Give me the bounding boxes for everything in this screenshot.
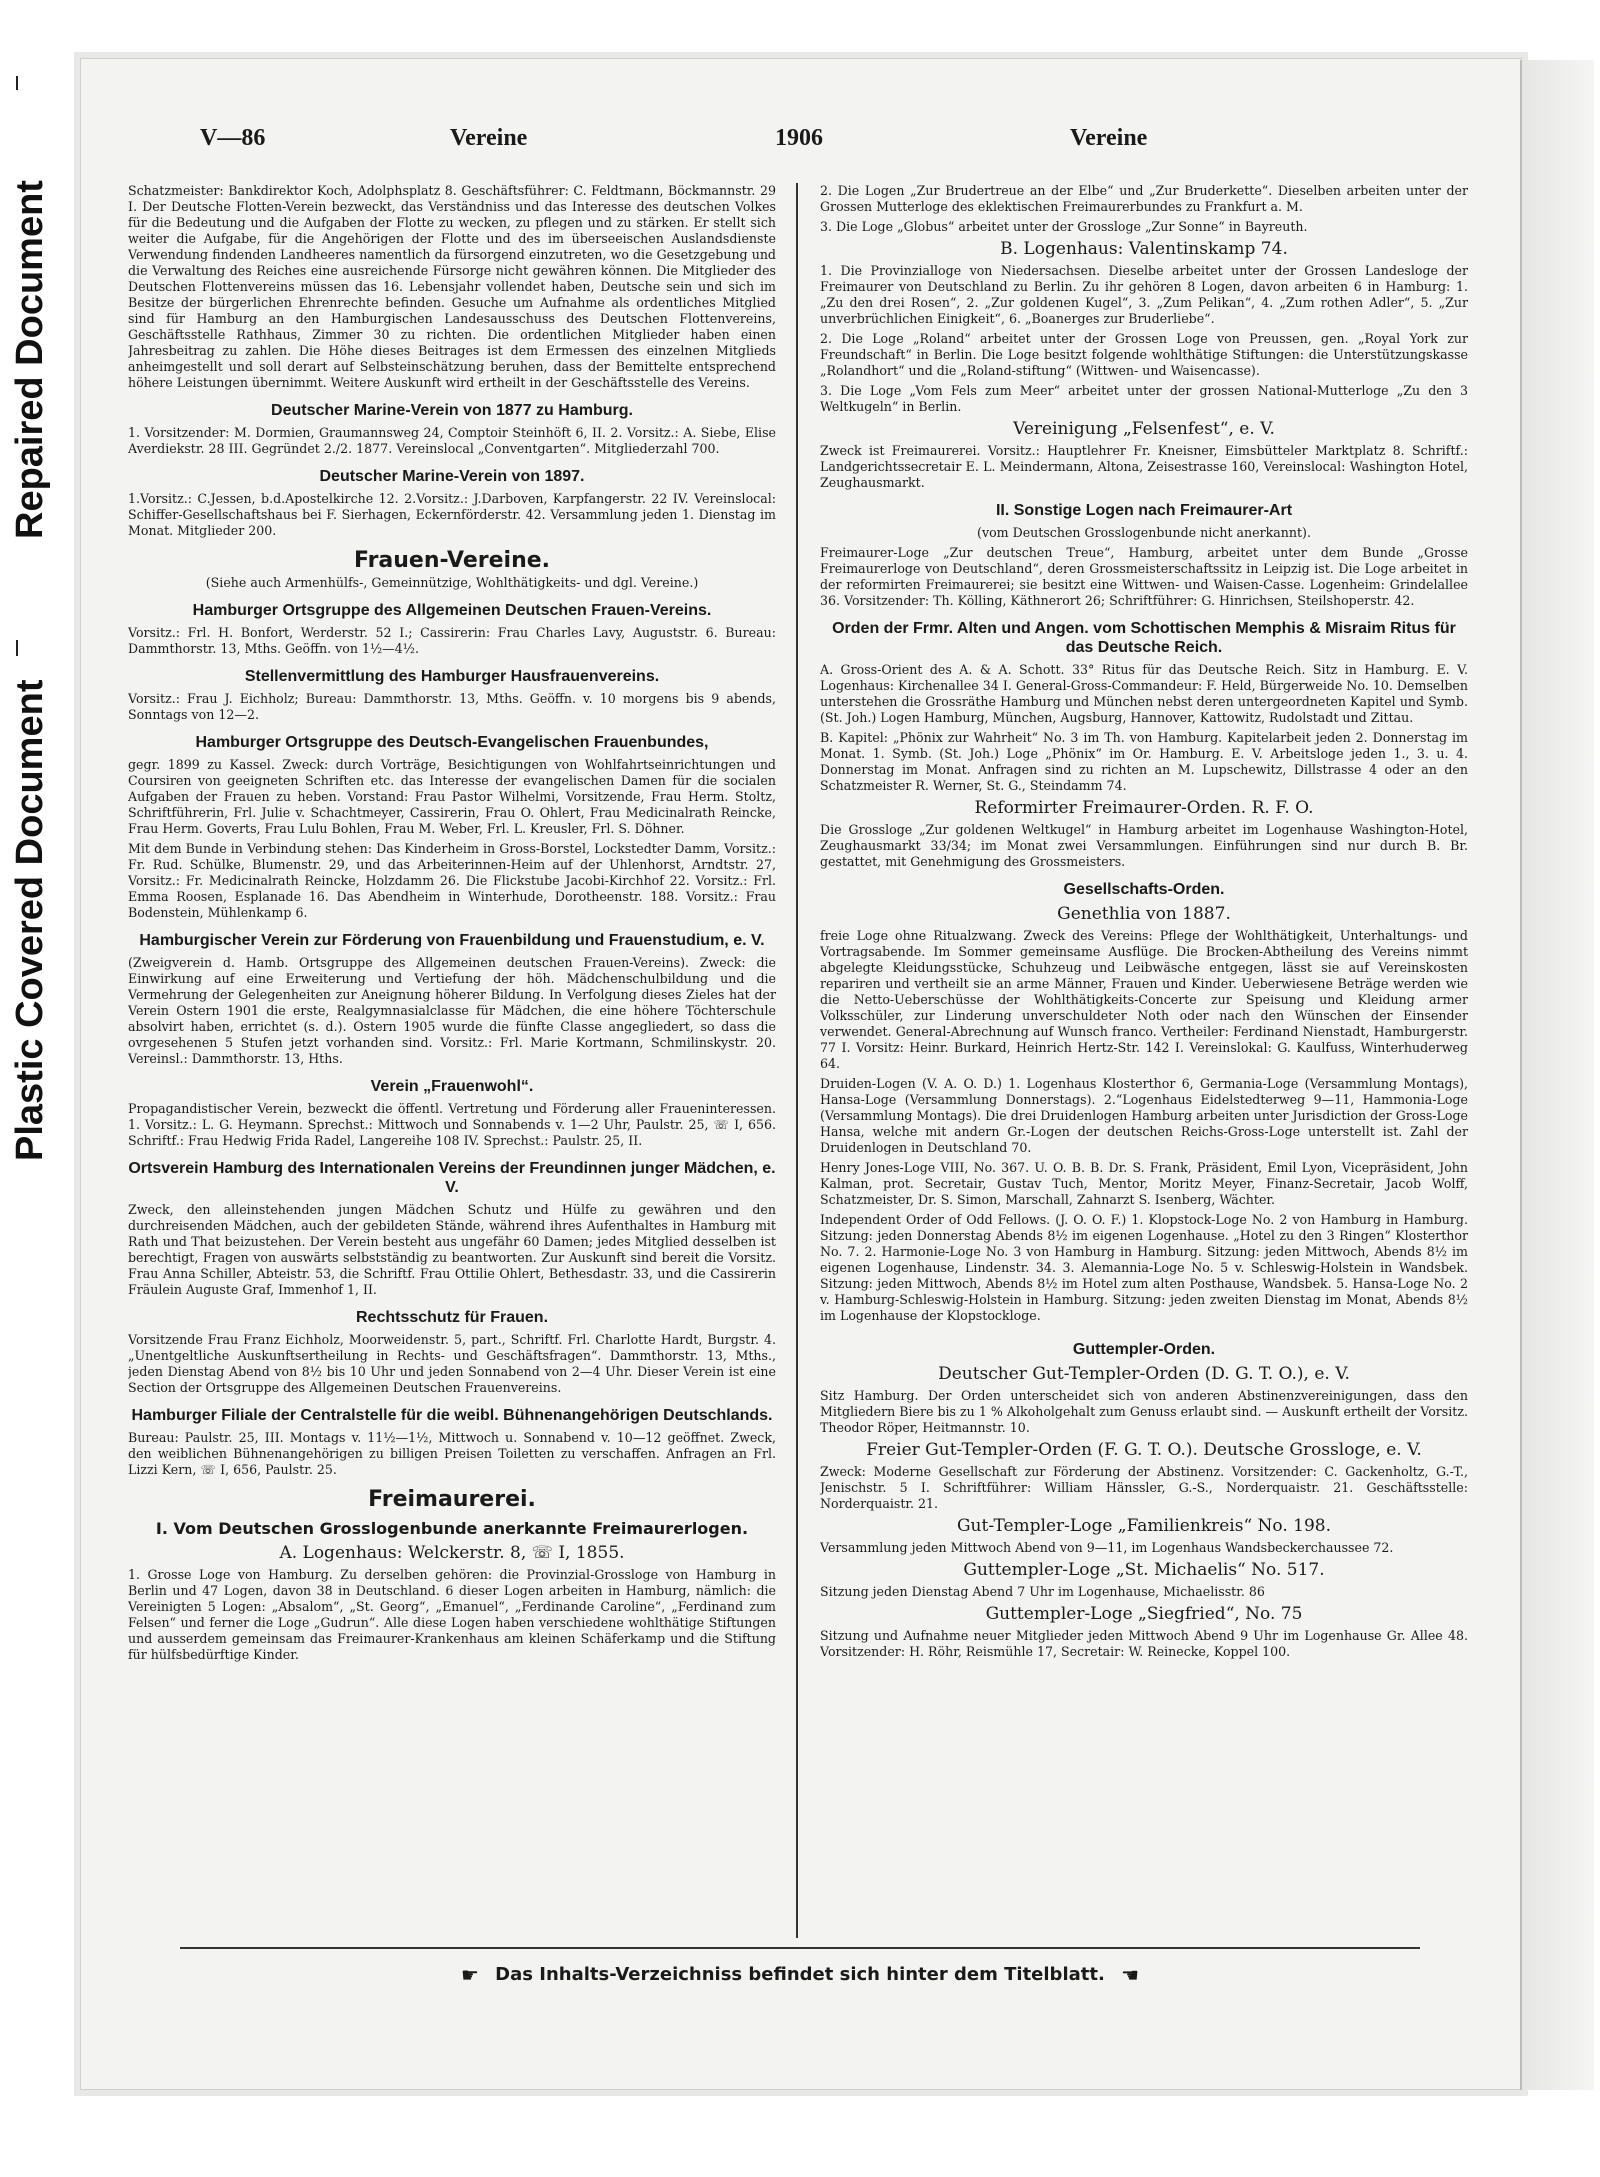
felsenfest-text: Zweck ist Freimaurerei. Vorsitz.: Hauptlehrer Fr. Kneisner, Eimsbütteler Marktplatz 8. Schriftf.: Landgerichtssecretair E. L. Meindermann, Altona, Zeisestrasse 160, Vereinslocal: Washington Hotel, Zeughausmarkt. bbox=[820, 443, 1468, 490]
right-column bbox=[820, 183, 1468, 1938]
buehne-heading: Hamburger Filiale der Centralstelle für die weibl. Bühnenangehörigen Deutschlands. bbox=[131, 1407, 773, 1424]
roland-text: 2. Die Loge „Roland“ arbeitet unter der Grossen Loge von Preussen, gen. „Royal York zur Freundschaft“ in Berlin. Die Loge besitzt folgende wohlthätige Stiftungen: die Unterstützungskasse „Rolandhort“ und die „Roland-stiftung“ (Wittwen- und Waisencasse). bbox=[820, 331, 1468, 378]
felsenfest-heading: Vereinigung „Felsenfest“, e. V. bbox=[1013, 419, 1275, 439]
label-divider bbox=[16, 640, 18, 656]
memphis-b-text: B. Kapitel: „Phönix zur Wahrheit“ No. 3 im Th. von Hamburg. Kapitelarbeit jeden 2. Donnerstag im Monat. 1. Symb. (St. Joh.) Loge „Phönix“ im Or. Hamburg. E. V. Arbeitsloge jeden 1., 3. u. 4. Donnerstag im Monat. Anfragen sind zu richten an M. Lupschewitz, Dillstrasse 4 oder an den Schatzmeister R. Werner, St. G., Steindamm 74. bbox=[820, 730, 1468, 793]
marine1897-heading: Deutscher Marine-Verein von 1897. bbox=[319, 468, 585, 485]
fgto-heading: Freier Gut-Templer-Orden (F. G. T. O.). Deutsche Grossloge, e. V. bbox=[866, 1440, 1422, 1460]
grosslogenbund-heading: I. Vom Deutschen Grosslogenbunde anerkannte Freimaurerlogen. bbox=[155, 1519, 749, 1538]
marine1897-text: 1.Vorsitz.: C.Jessen, b.d.Apostelkirche 12. 2.Vorsitz.: J.Darboven, Karpfangerstr. 22 IV. Vereinslocal: Schiffer-Gesellschaftshaus bei F. Sierhagen, Eckernförderstr. 42. Versammlung jeden 1. Dienstag im Monat. Mitglieder 200. bbox=[128, 491, 776, 538]
header-left-title: Vereine bbox=[450, 125, 528, 151]
rfo-heading: Reformirter Freimaurer-Orden. R. F. O. bbox=[974, 798, 1314, 818]
label-divider bbox=[16, 76, 18, 90]
frauenbildung-heading: Hamburgischer Verein zur Förderung von Frauenbildung und Frauenstudium, e. V. bbox=[139, 932, 765, 949]
evang-frauenbund-heading: Hamburger Ortsgruppe des Deutsch-Evangelischen Frauenbundes, bbox=[195, 734, 709, 751]
familienkreis-heading: Gut-Templer-Loge „Familienkreis“ No. 198. bbox=[956, 1516, 1332, 1536]
buehne-text: Bureau: Paulstr. 25, III. Montags v. 11½—1½, Mittwoch u. Sonnabend v. 10—12 geöffnet. Zweck, den weiblichen Bühnenangehörigen zu billigen Preisen Toiletten zu verschaffen. Anfragen an Frl. Lizzi Kern, ☏ I, 656, Paulstr. 25. bbox=[128, 1430, 776, 1477]
michaelis-heading: Guttempler-Loge „St. Michaelis“ No. 517. bbox=[963, 1560, 1325, 1580]
sonstige-logen-note: (vom Deutschen Grosslogenbunde nicht anerkannt). bbox=[977, 525, 1311, 540]
brudertreue-text: 2. Die Logen „Zur Brudertreue an der Elbe“ und „Zur Bruderkette“. Dieselben arbeiten unter der Grossen Mutterloge des eklektischen Freimaurerbundes zu Frankfurt a. M. bbox=[820, 183, 1468, 214]
dgto-text: Sitz Hamburg. Der Orden unterscheidet sich von anderen Abstinenzvereinigungen, dass den Mitgliedern Biere bis zu 1 % Alkoholgehalt zum Genuss erlaubt sind. — Auskunft ertheilt der Vorsitz. Theodor Röper, Heitmannstr. 10. bbox=[820, 1388, 1468, 1435]
genethlia-heading: Genethlia von 1887. bbox=[1057, 904, 1231, 924]
flottenverein-text: Schatzmeister: Bankdirektor Koch, Adolphsplatz 8. Geschäftsführer: C. Feldtmann, Böckmannstr. 29 I. Der Deutsche Flotten-Verein bezweckt, das Verständniss und das Interesse des deutschen Volkes für die Bedeutung und die Aufgaben der Flotte zu wecken, zu pflegen und zu stärken. Er stellt sich weiter die Aufgabe, für die Angehörigen der Flotte und des im überseeischen Auslandsdienste Verwendung findenden Landheeres namentlich da fürsorgend einzutreten, wo die Gesetzgebung und die Verwaltung des Reiches eine ausreichende Fürsorge nicht gewähren können. Die Mitglieder des Deutschen Flottenvereins müssen das 16. Lebensjahr vollendet haben, Deutsche sein und sich im Besitze der bürgerlichen Ehrenrechte befinden. Gesuche um Aufnahme als ordentliches Mitglied sind für Hamburg an den Hamburgischen Landesausschuss des Deutschen Flottenvereins, Geschäftsstelle Rathhaus, Zimmer 30 zu richten. Die ordentlichen Mitglieder haben einen Jahresbeitrag zu zahlen. Die Höhe dieses Beitrages ist dem Ermessen des einzelnen Mitglieds anheimgestellt und soll derart auf Selbsteinschätzung beruhen, dass der Bemittelte entsprechend höhere Leistungen übernimmt. Weitere Auskunft wird ertheilt in der Geschäftsstelle des Vereins. bbox=[128, 183, 776, 390]
deutsche-treue-text: Freimaurer-Loge „Zur deutschen Treue“, Hamburg, arbeitet unter dem Bunde „Grosse Freimaurerloge von Deutschland“, deren Grossmeisterschaftssitz in Leipzig ist. Die Loge arbeitet in der reformirten Freimaurerei; sie besitzt eine Wittwen- und Waisen-Casse. Logenheim: Grindelallee 36. Vorsitzender: Th. Kölling, Käthnerort 26; Schriftführer: G. Hinrichsen, Steilshoperstr. 42. bbox=[820, 545, 1468, 608]
sonstige-logen-heading: II. Sonstige Logen nach Freimaurer-Art bbox=[995, 502, 1293, 519]
grosse-loge-text: 1. Grosse Loge von Hamburg. Zu derselben gehören: die Provinzial-Grossloge von Hamburg in Berlin und 47 Logen, davon 38 in Deutschland. 6 dieser Logen arbeiten in Hamburg, nämlich: die Vereinigten 5 Logen: „Absalom“, „St. Georg“, „Emanuel“, „Ferdinande Caroline“, „Ferdinand zum Felsen“ und ferner die Loge „Gudrun“. Alle diese Logen haben verschiedene wohlthätige Stiftungen und ausserdem gemeinsam das Freimaurer-Krankenhaus am kleinen Schäferkamp und die Stiftung für hülfsbedürftige Kinder. bbox=[128, 1567, 776, 1662]
dgto-heading: Deutscher Gut-Templer-Orden (D. G. T. O.), e. V. bbox=[938, 1364, 1350, 1384]
side-label-strip bbox=[0, 0, 62, 2177]
footer-text: Das Inhalts-Verzeichniss befindet sich hinter dem Titelblatt. bbox=[495, 1964, 1105, 1985]
frauen-vereine-heading: Frauen-Vereine. bbox=[353, 548, 551, 573]
page-edge bbox=[1520, 60, 1594, 2090]
logenhaus-b-heading: B. Logenhaus: Valentinskamp 74. bbox=[1000, 239, 1288, 259]
frauen-note: (Siehe auch Armenhülfs-, Gemeinnützige, Wohlthätigkeits- und dgl. Vereine.) bbox=[205, 575, 699, 590]
fgto-text: Zweck: Moderne Gesellschaft zur Förderung der Abstinenz. Vorsitzender: C. Gackenholtz, G.-T., Jenischstr. 5 I. Schriftführer: William Hänssler, G.-S., Norderquaistr. 21. Geschäftsstelle: Norderquaistr. 21. bbox=[820, 1464, 1468, 1511]
frauenbildung-text: (Zweigverein d. Hamb. Ortsgruppe des Allgemeinen deutschen Frauen-Vereins). Zweck: die Einwirkung auf eine Erweiterung und Vertiefung der höh. Mädchenschulbildung und die Vermehrung der Gelegenheiten zur Aneignung höherer Bildung. In Verfolgung dieses Zieles hat der Verein Ostern 1901 die erste, Realgymnasialclasse für Mädchen, die eine höhere Töchterschule absolvirt haben, errichtet (s. d.). Ostern 1905 wurde die fünfte Classe angegliedert, so dass die ovrgesehenen 5 Stufen jetzt vorhanden sind. Vorsitz.: Frl. Marie Kortmann, Schmilinskystr. 20. Vereinsl.: Dammthorstr. 13, Hths. bbox=[128, 955, 776, 1066]
column-divider bbox=[796, 183, 798, 1938]
siegfried-text: Sitzung und Aufnahme neuer Mitglieder jeden Mittwoch Abend 9 Uhr im Logenhause Gr. Allee 48. Vorsitzender: H. Röhr, Reismühle 17, Secretair: W. Reinecke, Koppel 100. bbox=[820, 1628, 1468, 1659]
freimaurerei-heading: Freimaurerei. bbox=[368, 1487, 536, 1512]
logenhaus-a-heading: A. Logenhaus: Welckerstr. 8, ☏ I, 1855. bbox=[279, 1543, 625, 1563]
fels-meer-text: 3. Die Loge „Vom Fels zum Meer“ arbeitet unter der grossen National-Mutterloge „Zu den 3 Weltkugeln“ in Berlin. bbox=[820, 383, 1468, 414]
rechtsschutz-heading: Rechtsschutz für Frauen. bbox=[355, 1309, 549, 1326]
provinzialloge-text: 1. Die Provinzialloge von Niedersachsen. Dieselbe arbeitet unter der Grossen Landesloge der Freimaurer von Deutschland zu Berlin. Zu ihr gehören 8 Logen, davon arbeiten 6 in Hamburg: 1. „Zu den drei Rosen“, 2. „Zur goldenen Kugel“, 3. „Zum Pelikan“, 4. „Zum rothen Adler“, 5. „Zur unverbrüchlichen Einigkeit“, 6. „Boanerges zur Bruderliebe“. bbox=[820, 263, 1468, 326]
rfo-text: Die Grossloge „Zur goldenen Weltkugel“ in Hamburg arbeitet im Logenhause Washington-Hotel, Zeughausmarkt 33/34; im Monat zwei Versammlungen. Einführungen sind nur durch B. Br. gestattet, mit Genehmigung des Grossmeisters. bbox=[820, 822, 1468, 869]
genethlia-text: freie Loge ohne Ritualzwang. Zweck des Vereins: Pflege der Wohlthätigkeit, Unterhaltungs- und Vortragsabende. Im Sommer gemeinsame Ausflüge. Die Brocken-Abtheilung des Vereins nimmt abgelegte Kleidungsstücke, Schuhzeug und Leibwäsche entgegen, lässt sie auf Vereinskosten repariren und vertheilt sie an arme Männer, Frauen und Kinder. Ueberwiesene Beträge werden wie die Netto-Ueberschüsse der Wohlthätigkeits-Concerte zur Speisung und Kleidung armer Volksschüler, zur Linderung unverschuldeter Noth oder nach den Wünschen der Einsender verwendet. General-Abrechnung auf Wunsch franco. Vertheiler: Ferdinand Nienstadt, Hamburgerstr. 77 I. Vorsitz: Heinr. Burkard, Heinrich Hertz-Str. 142 I. Vereinslokal: G. Kaulfuss, Winterhuderweg 64. bbox=[820, 928, 1468, 1071]
evang-frauenbund-text: gegr. 1899 zu Kassel. Zweck: durch Vorträge, Besichtigungen von Wohlfahrtseinrichtungen und Coursiren von geeigneten Schriften etc. das Interesse der evangelischen Damen für die socialen Aufgaben der Frauen zu heben. Vorstand: Frau Pastor Wilhelmi, Vorsitzende, Frau Herm. Stoltz, Schriftführerin, Frl. Julie v. Schachtmeyer, Cassirerin, Frau O. Ohlert, Frau Medicinalrath Reincke, Frau Herm. Goverts, Frau Lulu Bohlen, Frau M. Weber, Frl. L. Kreusler, Frl. S. Döhner. bbox=[128, 757, 776, 836]
freundinnen-heading: Ortsverein Hamburg des Internationalen Vereins der Freundinnen junger Mädchen, e. V. bbox=[128, 1160, 776, 1196]
frauenwohl-heading: Verein „Frauenwohl“. bbox=[370, 1078, 534, 1095]
page-header bbox=[120, 125, 1480, 165]
frauenwohl-text: Propagandistischer Verein, bezweckt die öffentl. Vertretung und Förderung aller Fraueninteressen. 1. Vorsitz.: L. G. Heymann. Sprechst.: Mittwoch und Sonnabends v. 1—2 Uhr, Paulstr. 25, ☏ I, 656. Schriftf.: Frau Hedwig Frida Radel, Langereihe 108 IV. Sprechst.: Paulstr. 25, II. bbox=[128, 1101, 776, 1148]
druiden-text: Druiden-Logen (V. A. O. D.) 1. Logenhaus Klosterthor 6, Germania-Loge (Versammlung Montags), Hansa-Loge (Versammlung Donnerstags). 2.“Logenhaus Eidelstedterweg 9—11, Hammonia-Loge (Versammlung Montags). Die drei Druidenlogen Hamburg arbeiten unter Jurisdiction der Gross-Loge Hansa, welche mit andern Gr.-Logen der deutschen Reichs-Gross-Loge unterstellt ist. Zahl der Druidenlogen in Deutschland 70. bbox=[820, 1076, 1468, 1155]
henry-jones-text: Henry Jones-Loge VIII, No. 367. U. O. B. B. Dr. S. Frank, Präsident, Emil Lyon, Vicepräsident, John Kalman, prot. Secretair, Gustav Tuch, Mentor, Moritz Meyer, Finanz-Secretair, Jacob Wolff, Schatzmeister, Dr. S. Simon, Marschall, Zahnarzt S. Isenberg, Wächter. bbox=[820, 1160, 1468, 1207]
document-page bbox=[120, 105, 1480, 2055]
stellenvermittlung-text: Vorsitz.: Frau J. Eichholz; Bureau: Dammthorstr. 13, Mths. Geöffn. v. 10 morgens bis 9 abends, Sonntags von 12—2. bbox=[128, 691, 776, 722]
gesellschafts-orden-heading: Gesellschafts-Orden. bbox=[1063, 881, 1225, 898]
memphis-a-text: A. Gross-Orient des A. & A. Schott. 33° Ritus für das Deutsche Reich. Sitz in Hamburg. E. V. Logenhaus: Kirchenallee 34 I. General-Gross-Commandeur: F. Held, Bürgerweide No. 10. Demselben unterstehen die Grossräthe Hamburg und München nebst deren untergeordneten Kapitel und Symb. (St. Joh.) Logen Hamburg, München, Augsburg, Hannover, Kattowitz, Rudolstadt und Zittau. bbox=[820, 662, 1468, 725]
allg-frauenverein-heading: Hamburger Ortsgruppe des Allgemeinen Deutschen Frauen-Vereins. bbox=[192, 602, 712, 619]
odd-fellows-text: Independent Order of Odd Fellows. (J. O. O. F.) 1. Klopstock-Loge No. 2 von Hamburg in Hamburg. Sitzung: jeden Donnerstag Abends 8½ im eigenen Logenhause. „Hotel zu den 3 Ringen“ Klosterthor No. 7. 2. Harmonie-Loge No. 3 von Hamburg in Hamburg. Sitzung: jeden Mittwoch, Abends 8½ im eigenen Logenhause, Lindenstr. 34. 3. Alemannia-Loge No. 5 v. Schleswig-Holstein in Wandsbek. Sitzung: jeden Mittwoch, Abends 8½ im Hotel zum alten Posthause, Wandsbek. 5. Hansa-Loge No. 2 v. Hamburg-Schleswig-Holstein in Hamburg. Sitzung: jeden zweiten Dienstag im Monat, Abends 8½ im Logenhause der Klopstockloge. bbox=[820, 1212, 1468, 1323]
plastic-covered-label: Plastic Covered Document bbox=[9, 679, 51, 1161]
marine1877-heading: Deutscher Marine-Verein von 1877 zu Hamburg. bbox=[271, 402, 633, 419]
footer-note bbox=[120, 1963, 1480, 1987]
header-right-title: Vereine bbox=[1070, 125, 1148, 151]
familienkreis-text: Versammlung jeden Mittwoch Abend von 9—11, im Logenhaus Wandsbeckerchaussee 72. bbox=[820, 1540, 1394, 1555]
guttempler-heading: Guttempler-Orden. bbox=[1072, 1341, 1216, 1358]
repaired-document-label: Repaired Document bbox=[9, 180, 51, 540]
pointing-hand-right-icon: ☛ bbox=[460, 1963, 479, 1987]
globus-text: 3. Die Loge „Globus“ arbeitet unter der Grossloge „Zur Sonne“ in Bayreuth. bbox=[820, 219, 1308, 234]
pointing-hand-left-icon: ☚ bbox=[1121, 1963, 1140, 1987]
freundinnen-text: Zweck, den alleinstehenden jungen Mädchen Schutz und Hülfe zu gewähren und den durchreisenden Mädchen, auch der gebildeten Stände, während ihres Aufenthaltes in Hamburg mit Rath und That beizustehen. Der Verein besteht aus ungefähr 60 Damen; jedes Mitglied desselben ist berechtigt, Fragen von auswärts selbstständig zu beantworten. Zur Auskunft sind bereit die Vorsitz. Frau Anna Schiller, Abteistr. 53, die Schriftf. Frau Ottilie Ohlert, Bethesdastr. 33, und die Cassirerin Fräulein Auguste Graf, Immenhof 1, II. bbox=[128, 1202, 776, 1297]
memphis-heading: Orden der Frmr. Alten und Angen. vom Schottischen Memphis & Misraim Ritus für das Deutsche Reich. bbox=[832, 620, 1456, 656]
stellenvermittlung-heading: Stellenvermittlung des Hamburger Hausfrauenvereins. bbox=[244, 668, 660, 685]
marine1877-text: 1. Vorsitzender: M. Dormien, Graumannsweg 24, Comptoir Steinhöft 6, II. 2. Vorsitz.: A. Siebe, Elise Averdiekstr. 28 III. Gegründet 2./2. 1877. Vereinslocal „Conventgarten“. Mitgliederzahl 700. bbox=[128, 425, 776, 456]
header-year: 1906 bbox=[775, 125, 823, 151]
siegfried-heading: Guttempler-Loge „Siegfried“, No. 75 bbox=[985, 1604, 1303, 1624]
left-column bbox=[128, 183, 776, 1938]
rechtsschutz-text: Vorsitzende Frau Franz Eichholz, Moorweidenstr. 5, part., Schriftf. Frl. Charlotte Hardt, Burgstr. 4. „Unentgeltliche Auskunftsertheilung in Rechts- und Geschäftsfragen“. Dammthorstr. 13, Mths., jeden Dienstag Abend von 8½ bis 10 Uhr und jeden Sonnabend von 2—4 Uhr. Dieser Verein ist eine Section der Ortsgruppe des Allgemeinen Deutschen Frauenvereins. bbox=[128, 1332, 776, 1395]
evang-frauenbund-text-2: Mit dem Bunde in Verbindung stehen: Das Kinderheim in Gross-Borstel, Lockstedter Damm, Vorsitz.: Fr. Rud. Schülke, Blumenstr. 29, und das Arbeiterinnen-Heim auf der Uhlenhorst, Arndtstr. 27, Vorsitz.: Fr. Medicinalrath Reincke, Holzdamm 26. Die Flickstube Jacobi-Kirchhof 22. Vorsitz.: Frl. Emma Roosen, Esplanade 16. Das Abendheim in Winterhude, Dorotheenstr. 188. Vorsitz.: Frau Bodenstein, Mühlenkamp 6. bbox=[128, 841, 776, 920]
footer-rule bbox=[180, 1947, 1420, 1949]
michaelis-text: Sitzung jeden Dienstag Abend 7 Uhr im Logenhause, Michaelisstr. 86 bbox=[820, 1584, 1265, 1599]
page-number: V—86 bbox=[200, 125, 266, 151]
allg-frauenverein-text: Vorsitz.: Frl. H. Bonfort, Werderstr. 52 I.; Cassirerin: Frau Charles Lavy, Auguststr. 6. Bureau: Dammthorstr. 13, Mths. Geöffn. von 1½—4½. bbox=[128, 625, 776, 656]
